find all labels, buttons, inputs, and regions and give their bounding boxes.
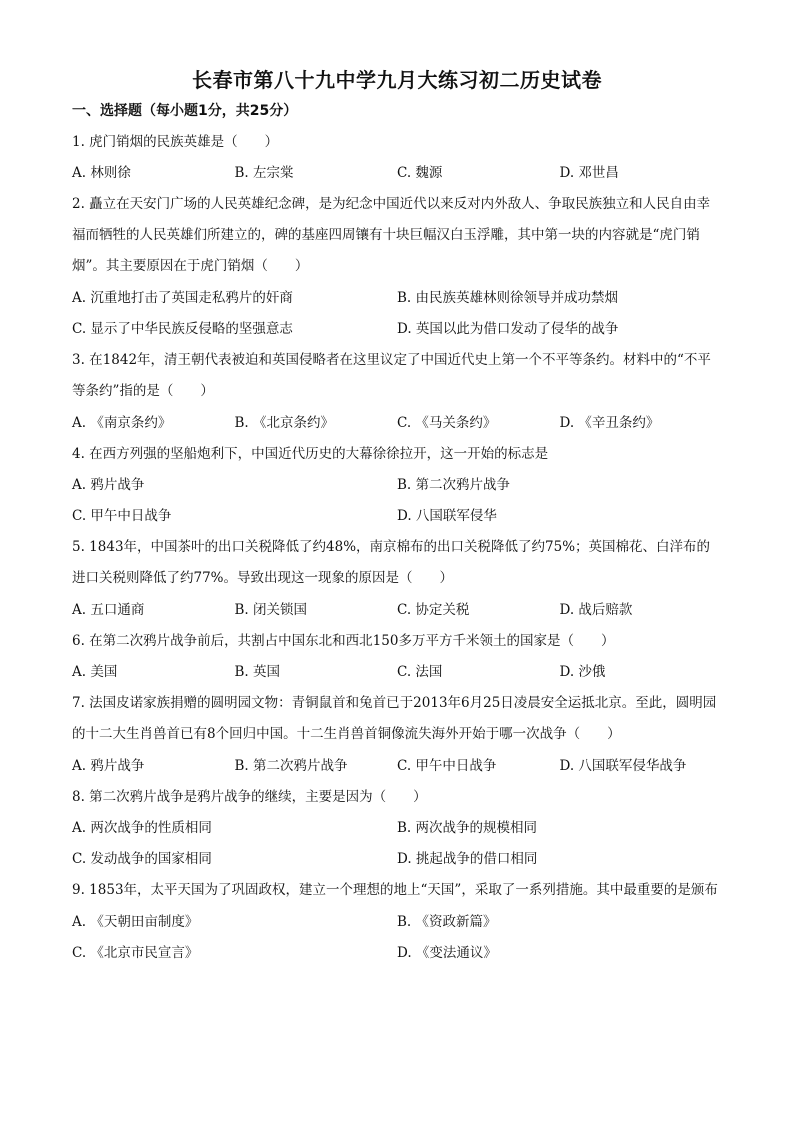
option-a: A. 沉重地打击了英国走私鸦片的奸商: [72, 290, 293, 306]
question-stem: 2. 矗立在天安门广场的人民英雄纪念碑，是为纪念中国近代以来反对内外敌人、争取民族独立和人民自由幸福而牺牲的人民英雄们所建立的，碑的基座四周镶有十块巨幅汉白玉浮雕，其中第一块的内容就是“虎门销烟”。其主要原因在于虎门销烟（ ）: [72, 196, 711, 274]
question-options: [72, 475, 722, 537]
question-stem: 9. 1853年，太平天国为了巩固政权，建立一个理想的地上“天国”，采取了一系列措施。其中最重要的是颁布: [72, 882, 718, 898]
option-c: C. 甲午中日战争: [72, 508, 172, 524]
question-8: [72, 787, 722, 880]
option-d: D. 战后赔款: [559, 602, 633, 618]
question-options: [72, 413, 722, 433]
option-a: A. 《南京条约》: [72, 415, 172, 431]
option-b: B. 左宗棠: [234, 165, 294, 181]
option-d: D. 《变法通议》: [397, 945, 497, 961]
option-c: C. 协定关税: [397, 602, 470, 618]
question-options: [72, 662, 722, 682]
question-7: [72, 688, 722, 776]
option-d: D. 《辛丑条约》: [559, 415, 660, 431]
option-c: C. 魏源: [397, 165, 443, 181]
option-b: B. 第二次鸦片战争: [397, 477, 511, 493]
question-stem: 6. 在第二次鸦片战争前后，共割占中国东北和西北150多万平方千米领土的国家是（ ）: [72, 633, 615, 649]
option-c: C. 显示了中华民族反侵略的坚强意志: [72, 321, 293, 337]
question-stem: 3. 在1842年，清王朝代表被迫和英国侵略者在这里议定了中国近代史上第一个不平等条约。材料中的“不平等条约”指的是（ ）: [72, 352, 711, 399]
option-c: C. 发动战争的国家相同: [72, 851, 212, 867]
option-c: C. 《北京市民宣言》: [72, 945, 199, 961]
question-options: [72, 912, 722, 974]
option-d: D. 邓世昌: [559, 165, 619, 181]
question-options: [72, 818, 722, 880]
question-options: [72, 288, 722, 350]
option-a: A. 鸦片战争: [72, 477, 145, 493]
question-stem: 5. 1843年，中国茶叶的出口关税降低了约48%，南京棉布的出口关税降低了约75%；英国棉花、白洋布的进口关税则降低了约77%。导致出现这一现象的原因是（ ）: [72, 539, 711, 586]
question-3: [72, 345, 722, 433]
option-d: D. 八国联军侵华: [397, 508, 497, 524]
option-d: D. 沙俄: [559, 664, 606, 680]
option-c: C. 法国: [397, 664, 443, 680]
option-a: A. 林则徐: [72, 165, 131, 181]
question-stem: 7. 法国皮诺家族捐赠的圆明园文物：青铜鼠首和兔首已于2013年6月25日凌晨安全运抵北京。至此，圆明园的十二大生肖兽首已有8个回归中国。十二生肖兽首铜像流失海外开始于哪一次战争（ ）: [72, 695, 717, 742]
question-9: [72, 875, 722, 974]
section-heading: 一、选择题（每小题1分，共25分）: [72, 103, 298, 119]
option-b: B. 闭关锁国: [234, 602, 308, 618]
option-a: A. 两次战争的性质相同: [72, 820, 212, 836]
option-a: A. 鸦片战争: [72, 758, 145, 774]
question-options: [72, 600, 722, 620]
question-2: [72, 189, 722, 350]
option-a: A. 五口通商: [72, 602, 145, 618]
option-d: D. 挑起战争的借口相同: [397, 851, 538, 867]
question-5: [72, 532, 722, 620]
option-c: C. 《马关条约》: [397, 415, 497, 431]
question-4: [72, 444, 722, 537]
option-d: D. 英国以此为借口发动了侵华的战争: [397, 321, 619, 337]
question-stem: 1. 虎门销烟的民族英雄是（ ）: [72, 134, 279, 150]
question-options: [72, 163, 722, 183]
question-1: [72, 132, 722, 183]
option-b: B. 第二次鸦片战争: [234, 758, 348, 774]
question-options: [72, 756, 722, 776]
question-stem: 4. 在西方列强的坚船炮利下，中国近代历史的大幕徐徐拉开，这一开始的标志是: [72, 446, 549, 462]
option-a: A. 《天朝田亩制度》: [72, 914, 199, 930]
option-c: C. 甲午中日战争: [397, 758, 497, 774]
option-d: D. 八国联军侵华战争: [559, 758, 687, 774]
page-title: 长春市第八十九中学九月大练习初二历史试卷: [192, 68, 602, 92]
option-b: B. 英国: [234, 664, 281, 680]
option-b: B. 《北京条约》: [234, 415, 335, 431]
option-b: B. 《资政新篇》: [397, 914, 497, 930]
option-b: B. 由民族英雄林则徐领导并成功禁烟: [397, 290, 619, 306]
option-b: B. 两次战争的规模相同: [397, 820, 538, 836]
question-6: [72, 631, 722, 682]
question-stem: 8. 第二次鸦片战争是鸦片战争的继续，主要是因为（ ）: [72, 789, 427, 805]
option-a: A. 美国: [72, 664, 118, 680]
